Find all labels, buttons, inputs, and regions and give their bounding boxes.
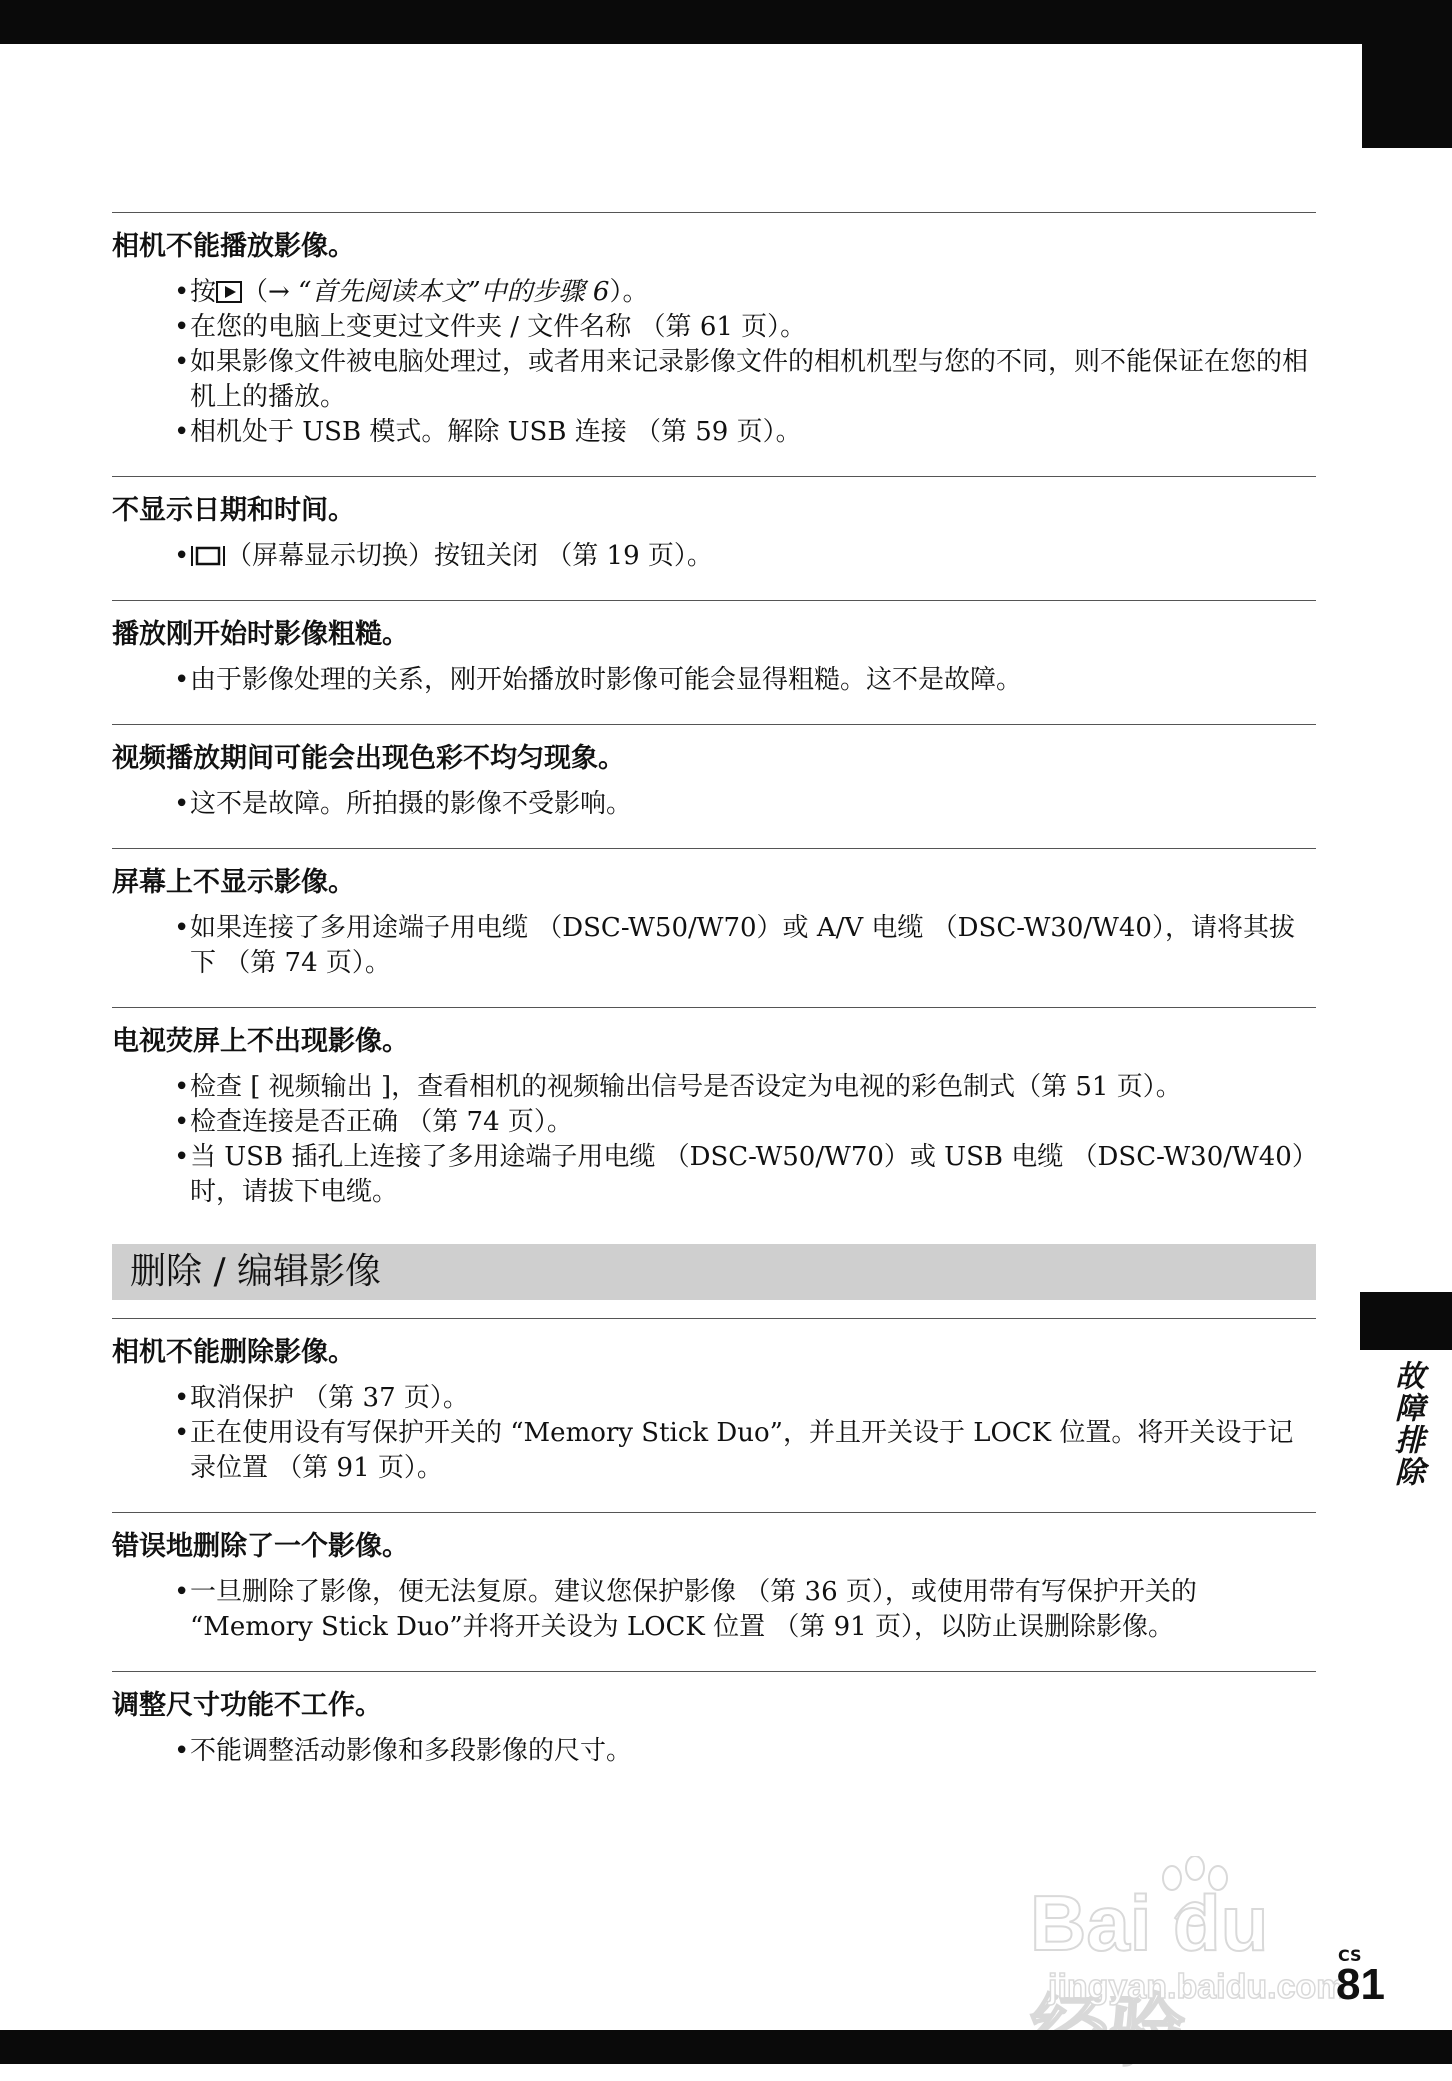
page-number: 81 [1336, 1960, 1385, 2009]
section-heading: 不显示日期和时间。 [112, 495, 355, 526]
section-heading: 相机不能播放影像。 [112, 231, 355, 262]
section-heading: 错误地删除了一个影像。 [112, 1531, 409, 1562]
list-item: • 在您的电脑上变更过文件夹 / 文件名称 （第 61 页）。 [174, 310, 1316, 345]
list-item: • 如果连接了多用途端子用电缆 （DSC-W50/W70）或 A/V 电缆 （DSC-W30/W40），请将其拔下 （第 74 页）。 [174, 911, 1316, 981]
bottom-black-bar [0, 2030, 1452, 2064]
list-item: • 这不是故障。所拍摄的影像不受影响。 [174, 787, 1316, 822]
watermark [1030, 1856, 1360, 2020]
section-no-date [112, 476, 1316, 600]
list-item: • 取消保护 （第 37 页）。 [174, 1381, 1316, 1416]
section-heading: 调整尺寸功能不工作。 [112, 1690, 382, 1721]
section-heading: 屏幕上不显示影像。 [112, 867, 355, 898]
bullet-list [112, 787, 1316, 822]
section-no-image-on-tv [112, 1007, 1316, 1236]
section-heading: 视频播放期间可能会出现色彩不均匀现象。 [112, 743, 625, 774]
bullet-list [112, 1734, 1316, 1769]
list-item: • （屏幕显示切换）按钮关闭 （第 19 页）。 [174, 539, 1316, 574]
display-toggle-icon [190, 544, 226, 568]
list-item: • 一旦删除了影像，便无法复原。建议您保护影像 （第 36 页），或使用带有写保护开关的 “Memory Stick Duo”并将开关设为 LOCK 位置 （第 91 页），以防止误删除影像。 [174, 1575, 1316, 1645]
list-item: • 正在使用设有写保护开关的 “Memory Stick Duo”，并且开关设于 LOCK 位置。将开关设于记录位置 （第 91 页）。 [174, 1416, 1316, 1486]
page-language-code: CS [1338, 1946, 1362, 1965]
side-tab-marker [1360, 1292, 1452, 1350]
section-uneven-color [112, 724, 1316, 848]
list-item: • 如果影像文件被电脑处理过，或者用来记录影像文件的相机机型与您的不同，则不能保证在您的相机上的播放。 [174, 345, 1316, 415]
playback-button-icon [216, 281, 242, 303]
bullet-list [112, 275, 1316, 450]
section-deleted-by-mistake [112, 1512, 1316, 1671]
section-heading: 播放刚开始时影像粗糙。 [112, 619, 409, 650]
bullet-list [112, 1381, 1316, 1486]
list-item: • 相机处于 USB 模式。解除 USB 连接 （第 59 页）。 [174, 415, 1316, 450]
section-cannot-delete [112, 1318, 1316, 1512]
bullet-list [112, 663, 1316, 698]
category-band-title: 删除 / 编辑影像 [112, 1244, 1316, 1300]
list-item: • 检查连接是否正确 （第 74 页）。 [174, 1105, 1316, 1140]
watermark-url: jingyan.baidu.com [1048, 1968, 1347, 2006]
watermark-logo-text: Bai du [1030, 1879, 1269, 1967]
side-tab-label: 故障排除 [1389, 1360, 1424, 1488]
list-item: • 检查 [ 视频输出 ]，查看相机的视频输出信号是否设定为电视的彩色制式（第 51 页）。 [174, 1070, 1316, 1105]
bullet-list [112, 539, 1316, 574]
section-heading: 电视荧屏上不出现影像。 [112, 1026, 409, 1057]
list-item: • 不能调整活动影像和多段影像的尺寸。 [174, 1734, 1316, 1769]
section-cannot-play [112, 212, 1316, 476]
main-content [112, 212, 1316, 1795]
bullet-list [112, 911, 1316, 981]
list-item: • 按 （→ “首先阅读本文”中的步骤 6）。 [174, 275, 1316, 310]
section-resize-not-working [112, 1671, 1316, 1795]
section-no-image-on-screen [112, 848, 1316, 1007]
corner-tab-block [1362, 44, 1452, 148]
bullet-list [112, 1575, 1316, 1645]
top-black-bar [0, 0, 1452, 44]
section-rough-image [112, 600, 1316, 724]
bullet-list [112, 1070, 1316, 1210]
section-heading: 相机不能删除影像。 [112, 1337, 355, 1368]
list-item: • 由于影像处理的关系，刚开始播放时影像可能会显得粗糙。这不是故障。 [174, 663, 1316, 698]
list-item: • 当 USB 插孔上连接了多用途端子用电缆 （DSC-W50/W70）或 USB 电缆 （DSC-W30/W40）时，请拔下电缆。 [174, 1140, 1316, 1210]
